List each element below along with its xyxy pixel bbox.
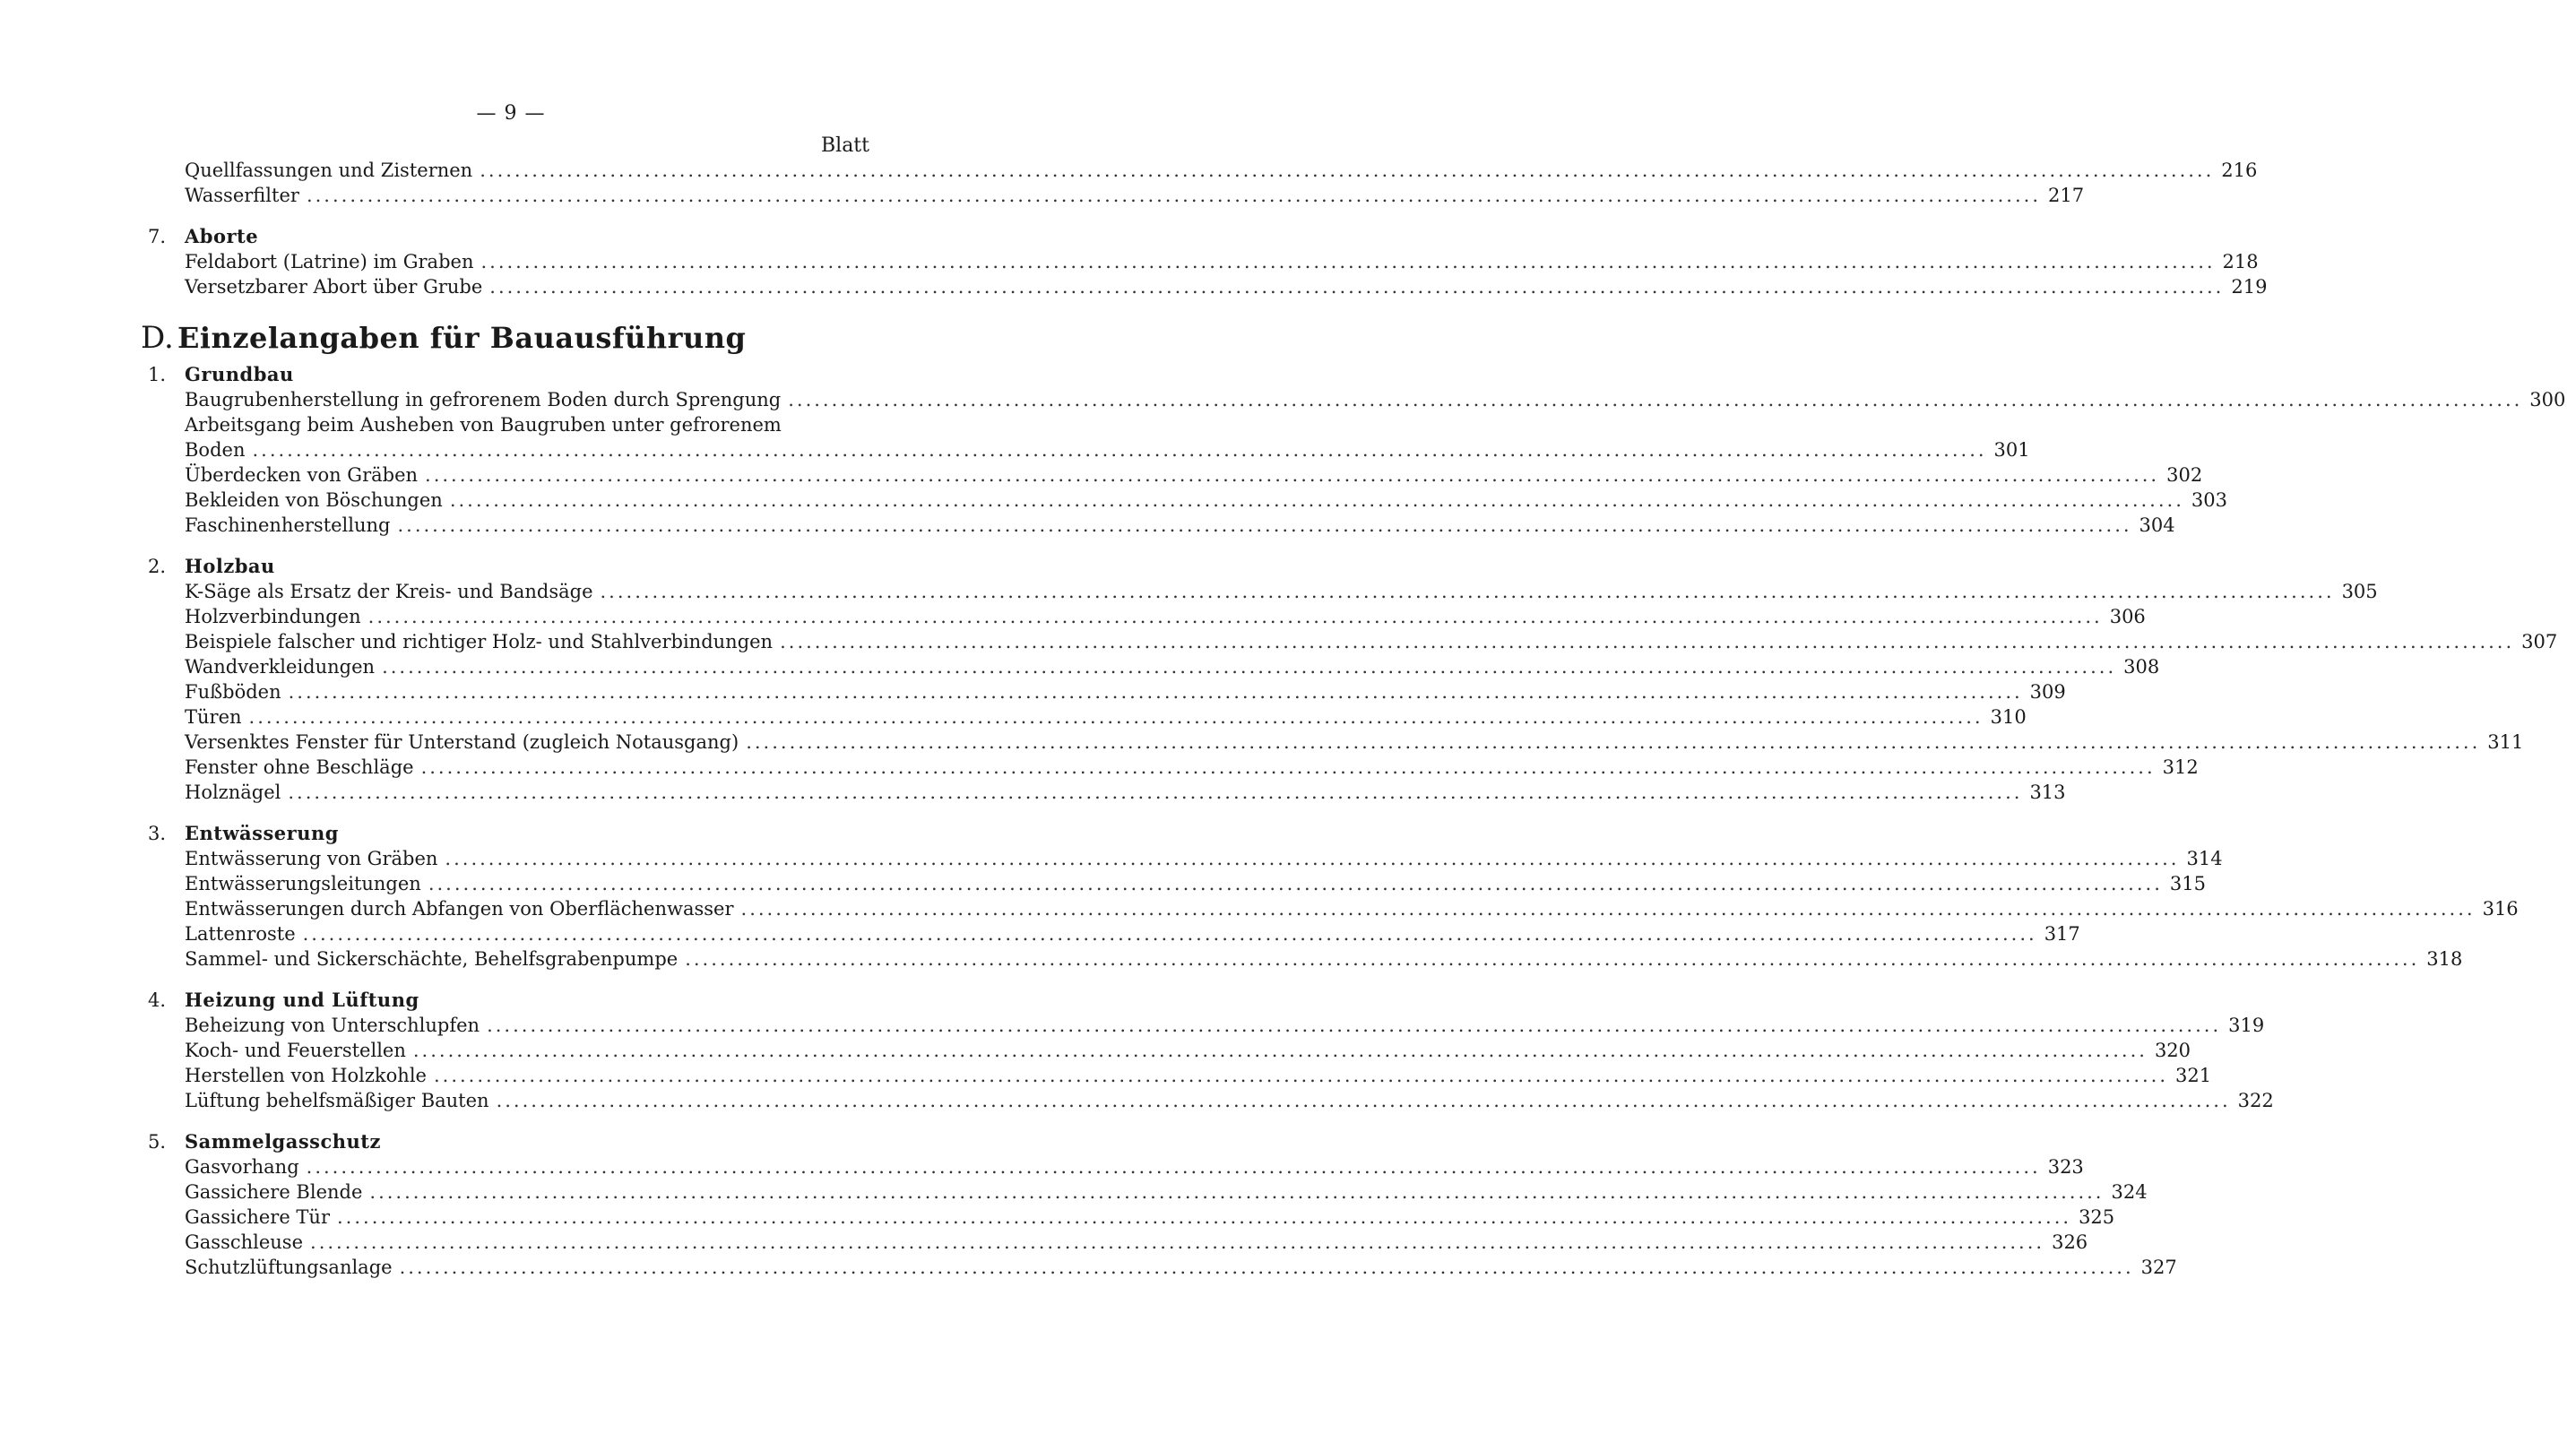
toc-entry-page: 325 — [2079, 1206, 2115, 1228]
toc-entry-title: Gassichere Blende — [185, 1181, 363, 1203]
toc-entry-page: 301 — [1993, 439, 2030, 461]
toc-entry-page: 303 — [2191, 489, 2227, 511]
toc-entry — [148, 1179, 2148, 1205]
toc-entry-page: 309 — [2029, 681, 2066, 703]
toc-entry-title: Feldabort (Latrine) im Graben — [185, 251, 474, 272]
toc-entry — [148, 579, 2378, 604]
toc-entry — [148, 1038, 2191, 1063]
toc-entry-page: 305 — [2341, 581, 2378, 602]
toc-entry-page: 217 — [2048, 185, 2085, 206]
toc-entry-page: 218 — [2222, 251, 2259, 272]
section-heading — [148, 362, 869, 387]
section-heading — [148, 224, 869, 249]
dot-leader: ........................................................................................................................................................................................................ — [248, 706, 1984, 728]
toc-entry-page: 313 — [2029, 782, 2066, 803]
dot-leader: ........................................................................................................................................................................................................ — [449, 489, 2184, 511]
dot-leader: ........................................................................................................................................................................................................ — [397, 514, 2132, 536]
toc-entry — [148, 462, 2203, 488]
toc-entry — [148, 1205, 2115, 1230]
toc-entry — [148, 412, 869, 437]
part-letter: D. — [141, 320, 174, 356]
toc-entry-page: 308 — [2123, 656, 2160, 678]
dot-leader: ........................................................................................................................................................................................................ — [480, 160, 2215, 181]
toc-entry-title: Türen — [185, 706, 242, 728]
section-heading — [148, 1129, 869, 1154]
dot-leader: ........................................................................................................................................................................................................ — [412, 1040, 2148, 1061]
toc-entry-page: 319 — [2228, 1015, 2265, 1036]
toc-entry — [148, 513, 2175, 538]
toc-entry-title: Sammel- und Sickerschächte, Behelfsgrabenpumpe — [185, 948, 679, 970]
toc-entry-page: 315 — [2169, 873, 2206, 894]
section-number: 7. — [148, 226, 167, 247]
dot-leader: ........................................................................................................................................................................................................ — [425, 464, 2160, 486]
toc-entry-title: Koch- und Feuerstellen — [185, 1040, 406, 1061]
toc-entry — [148, 1063, 2212, 1088]
part-heading — [141, 315, 869, 360]
dot-leader: ........................................................................................................................................................................................................ — [420, 756, 2156, 778]
toc-entry — [148, 1154, 2084, 1179]
toc-entry-title: Fenster ohne Beschläge — [185, 756, 414, 778]
dot-leader: ........................................................................................................................................................................................................ — [337, 1206, 2072, 1228]
part-title: Einzelangaben für Bauausführung — [177, 321, 747, 355]
toc-entry-page: 317 — [2044, 923, 2080, 945]
dot-leader: ........................................................................................................................................................................................................ — [746, 731, 2481, 753]
toc-entry — [148, 755, 2199, 780]
toc-entry — [148, 183, 2085, 208]
toc-entry — [148, 629, 2558, 654]
dot-leader: ........................................................................................................................................................................................................ — [780, 631, 2515, 652]
toc-entry-page: 302 — [2166, 464, 2203, 486]
toc-entry — [148, 1230, 2088, 1255]
toc-entry-page: 316 — [2482, 898, 2519, 920]
toc-entry-title: Entwässerung von Gräben — [185, 848, 438, 869]
toc-entry-title: Bekleiden von Böschungen — [185, 489, 443, 511]
dot-leader: ........................................................................................................................................................................................................ — [685, 948, 2420, 970]
toc-entry-title: Überdecken von Gräben — [185, 464, 419, 486]
dot-leader: ........................................................................................................................................................................................................ — [252, 439, 1987, 461]
toc-entry-page: 327 — [2140, 1257, 2177, 1278]
section-title: Entwässerung — [185, 822, 339, 844]
toc-entry-page: 304 — [2139, 514, 2175, 536]
dot-leader: ........................................................................................................................................................................................................ — [487, 1015, 2222, 1036]
toc-entry — [148, 437, 2030, 462]
toc-entry — [148, 704, 2027, 730]
toc-entry-page: 310 — [1990, 706, 2027, 728]
dot-leader: ........................................................................................................................................................................................................ — [496, 1090, 2231, 1111]
toc-entry-title: Versenktes Fenster für Unterstand (zugleich Notausgang) — [185, 731, 739, 753]
toc-entry-page: 312 — [2162, 756, 2199, 778]
toc-entry-page: 326 — [2052, 1231, 2088, 1253]
toc-entry — [148, 654, 2160, 679]
toc-entry-title: Baugrubenherstellung in gefrorenem Boden durch Sprengung — [185, 389, 782, 410]
toc-entry-title: Entwässerungsleitungen — [185, 873, 421, 894]
toc-entry-page: 216 — [2221, 160, 2258, 181]
toc-entry-title: Beheizung von Unterschlupfen — [185, 1015, 480, 1036]
dot-leader: ........................................................................................................................................................................................................ — [288, 681, 2023, 703]
toc-entry — [148, 249, 2259, 274]
toc-entry-title: Holzverbindungen — [185, 606, 361, 627]
toc-entry-title: Wasserfilter — [185, 185, 299, 206]
toc-entry-page: 219 — [2231, 276, 2268, 298]
toc-entry-page: 300 — [2529, 389, 2566, 410]
toc-entry-title: Faschinenherstellung — [185, 514, 391, 536]
toc-entry-page: 318 — [2426, 948, 2463, 970]
section-title: Aborte — [185, 225, 259, 247]
toc-entry-title: Quellfassungen und Zisternen — [185, 160, 473, 181]
toc-entry — [148, 896, 2519, 921]
dot-leader: ........................................................................................................................................................................................................ — [382, 656, 2117, 678]
toc-entry — [148, 387, 2566, 412]
dot-leader: ........................................................................................................................................................................................................ — [288, 782, 2023, 803]
dot-leader: ........................................................................................................................................................................................................ — [489, 276, 2225, 298]
toc-entry-title: Herstellen von Holzkohle — [185, 1065, 427, 1086]
toc-entry-title: Gasvorhang — [185, 1156, 299, 1178]
toc-entry-title: Entwässerungen durch Abfangen von Oberflächenwasser — [185, 898, 734, 920]
toc-entry-page: 322 — [2237, 1090, 2274, 1111]
dot-leader: ........................................................................................................................................................................................................ — [445, 848, 2180, 869]
dot-leader: ........................................................................................................................................................................................................ — [600, 581, 2335, 602]
toc-entry-title: Beispiele falscher und richtiger Holz- und Stahlverbindungen — [185, 631, 774, 652]
toc-entry-title: K-Säge als Ersatz der Kreis- und Bandsäge — [185, 581, 593, 602]
dot-leader: ........................................................................................................................................................................................................ — [302, 923, 2037, 945]
dot-leader: ........................................................................................................................................................................................................ — [433, 1065, 2169, 1086]
toc-entry-page: 311 — [2487, 731, 2524, 753]
section-heading — [148, 988, 869, 1013]
toc-entry-title: Fußböden — [185, 681, 281, 703]
toc-entry-page: 306 — [2109, 606, 2146, 627]
section-title: Heizung und Lüftung — [185, 989, 419, 1011]
toc-entry — [148, 604, 2146, 629]
section-number: 4. — [148, 989, 167, 1011]
toc-entry — [148, 1013, 2265, 1038]
section-title: Grundbau — [185, 363, 294, 385]
toc-entry-page: 323 — [2047, 1156, 2084, 1178]
toc-entry-title: Lattenroste — [185, 923, 296, 945]
toc-entry — [148, 488, 2227, 513]
table-of-contents — [141, 158, 2566, 1280]
toc-entry — [148, 871, 2206, 896]
toc-entry — [148, 730, 2524, 755]
toc-entry-page: 314 — [2186, 848, 2223, 869]
toc-entry-title: Versetzbarer Abort über Grube — [185, 276, 483, 298]
toc-entry — [148, 1255, 2177, 1280]
section-title: Sammelgasschutz — [185, 1130, 381, 1153]
toc-entry-title: Boden — [185, 439, 246, 461]
toc-entry-title: Schutzlüftungsanlage — [185, 1257, 393, 1278]
toc-entry — [148, 158, 2258, 183]
toc-entry — [148, 946, 2463, 972]
dot-leader: ........................................................................................................................................................................................................ — [480, 251, 2216, 272]
dot-leader: ........................................................................................................................................................................................................ — [740, 898, 2476, 920]
dot-leader: ........................................................................................................................................................................................................ — [367, 606, 2103, 627]
dot-leader: ........................................................................................................................................................................................................ — [788, 389, 2523, 410]
toc-entry — [148, 1088, 2274, 1113]
toc-entry-title: Gasschleuse — [185, 1231, 304, 1253]
dot-leader: ........................................................................................................................................................................................................ — [306, 1156, 2041, 1178]
page-number: — 9 — — [476, 102, 546, 125]
dot-leader: ........................................................................................................................................................................................................ — [310, 1231, 2045, 1253]
toc-entry-title: Lüftung behelfsmäßiger Bauten — [185, 1090, 489, 1111]
toc-entry — [148, 846, 2223, 871]
section-heading — [148, 554, 869, 579]
section-heading — [148, 821, 869, 846]
toc-entry-title: Holznägel — [185, 782, 281, 803]
toc-entry-page: 307 — [2521, 631, 2558, 652]
toc-entry — [148, 679, 2066, 704]
toc-entry — [148, 921, 2080, 946]
toc-entry-page: 324 — [2111, 1181, 2148, 1203]
section-number: 2. — [148, 556, 167, 577]
dot-leader: ........................................................................................................................................................................................................ — [369, 1181, 2105, 1203]
toc-entry-title: Gassichere Tür — [185, 1206, 330, 1228]
dot-leader: ........................................................................................................................................................................................................ — [306, 185, 2041, 206]
dot-leader: ........................................................................................................................................................................................................ — [399, 1257, 2134, 1278]
column-header-blatt: Blatt — [820, 134, 869, 157]
section-number: 5. — [148, 1131, 167, 1153]
toc-entry-title: Arbeitsgang beim Ausheben von Baugruben unter gefrorenem — [185, 414, 782, 436]
toc-entry-page: 320 — [2154, 1040, 2191, 1061]
toc-entry-page: 321 — [2175, 1065, 2212, 1086]
section-number: 1. — [148, 364, 167, 385]
toc-entry-title: Wandverkleidungen — [185, 656, 376, 678]
dot-leader: ........................................................................................................................................................................................................ — [428, 873, 2163, 894]
toc-entry — [148, 274, 2268, 299]
section-title: Holzbau — [185, 555, 275, 577]
toc-entry — [148, 780, 2066, 805]
section-number: 3. — [148, 823, 167, 844]
